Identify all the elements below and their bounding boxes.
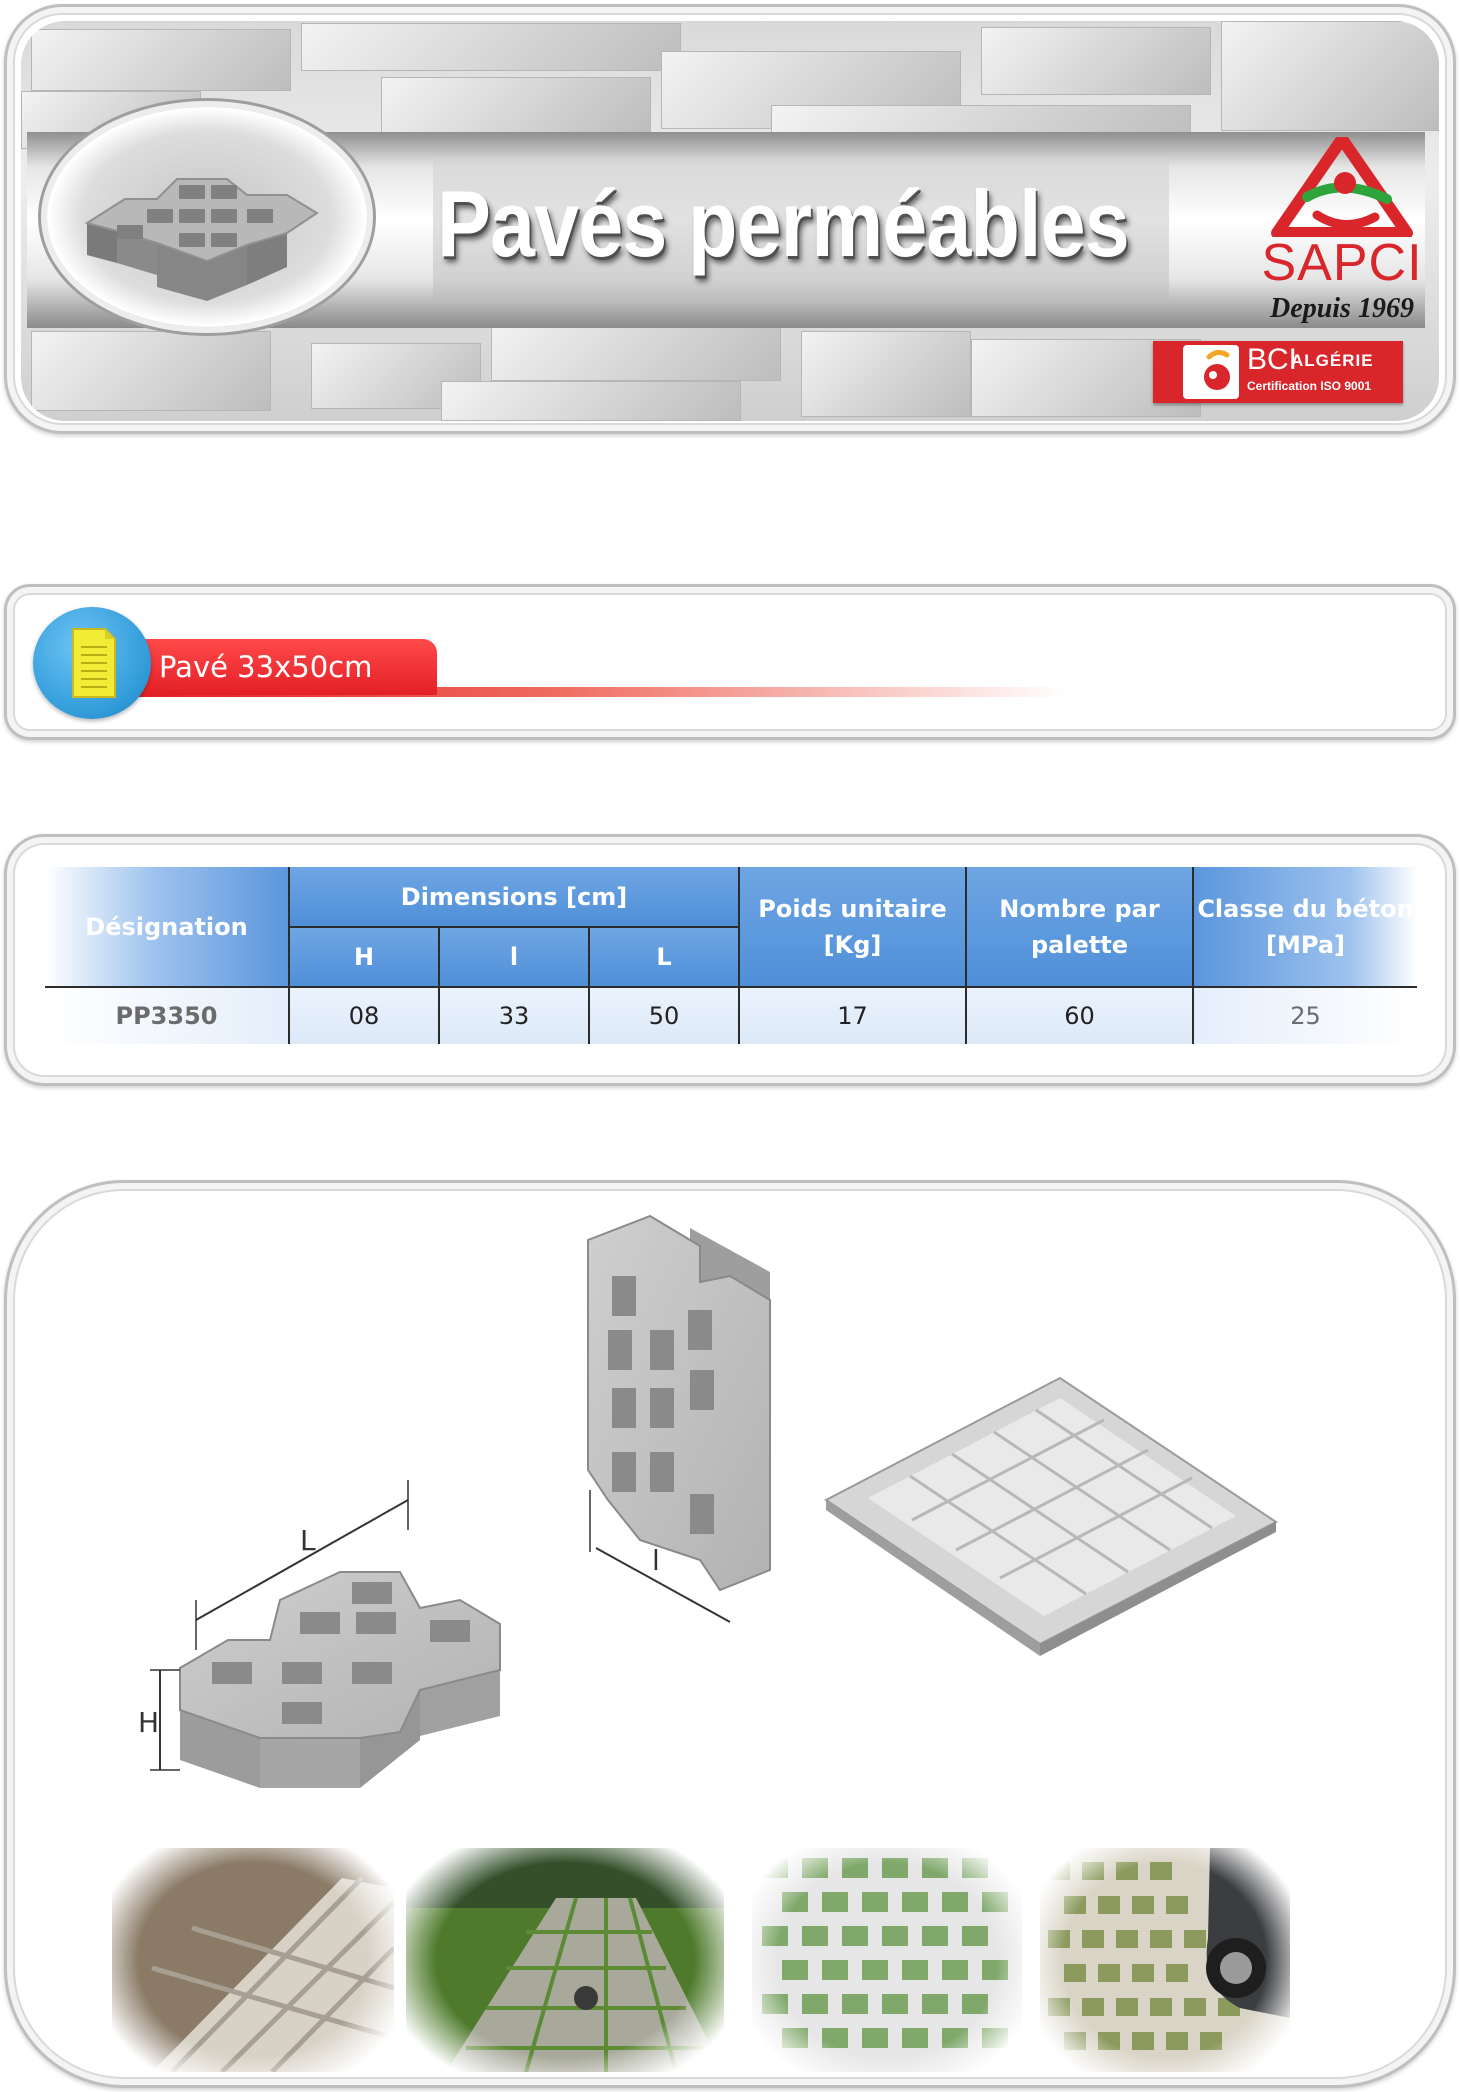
cell-l-big: 50	[589, 987, 739, 1044]
document-icon	[33, 607, 151, 719]
certification-name: BCI	[1247, 343, 1298, 376]
cell-weight: 17	[739, 987, 966, 1044]
header-l-small: l	[439, 927, 589, 987]
paver-upright-drawing	[588, 1216, 770, 1622]
brand-since: Depuis 1969	[1270, 293, 1414, 324]
cell-h: 08	[289, 987, 439, 1044]
photo-paver-path	[112, 1848, 394, 2072]
brand-name: SAPCI	[1261, 234, 1423, 292]
header-concrete-class: Classe du béton [MPa]	[1193, 867, 1417, 987]
section-banner	[4, 584, 1456, 740]
cell-concrete-class: 25	[1193, 987, 1417, 1044]
section-icon-circle	[33, 607, 151, 719]
sapci-logo	[1247, 137, 1437, 337]
certification-logo-icon	[1183, 345, 1239, 399]
sapci-emblem-icon	[1247, 137, 1437, 237]
spec-table	[45, 867, 1417, 1044]
page-title: Pavés perméables	[437, 171, 1129, 276]
section-label: Pavé 33x50cm	[159, 650, 373, 684]
paver-emblem-icon	[47, 107, 367, 327]
header-banner	[4, 4, 1456, 434]
paver-flat-drawing	[150, 1480, 500, 1788]
table-row	[45, 987, 1417, 1044]
certification-country: ALGÉRIE	[1291, 351, 1374, 370]
header-weight: Poids unitaire [Kg]	[739, 867, 966, 987]
header-l-big: L	[589, 927, 739, 987]
photo-paver-parking	[1040, 1848, 1290, 2072]
photo-paver-closeup	[752, 1848, 1022, 2072]
label-width: l	[652, 1544, 660, 1577]
cell-l-small: 33	[439, 987, 589, 1044]
photo-paver-garden	[406, 1848, 724, 2072]
dimension-diagram	[0, 1180, 1460, 1860]
certification-subtitle: Certification ISO 9001	[1247, 379, 1372, 393]
cell-per-pallet: 60	[966, 987, 1193, 1044]
header-h: H	[289, 927, 439, 987]
certification-badge	[1153, 341, 1403, 403]
product-emblem	[47, 107, 367, 327]
spec-table-frame	[4, 834, 1456, 1086]
header-per-pallet: Nombre par palette	[966, 867, 1193, 987]
label-length: L	[300, 1524, 316, 1557]
header-dimensions: Dimensions [cm]	[289, 867, 739, 927]
paver-grid-drawing	[826, 1378, 1276, 1656]
label-height: H	[138, 1706, 160, 1739]
cell-designation: PP3350	[45, 987, 289, 1044]
header-designation: Désignation	[45, 867, 289, 987]
